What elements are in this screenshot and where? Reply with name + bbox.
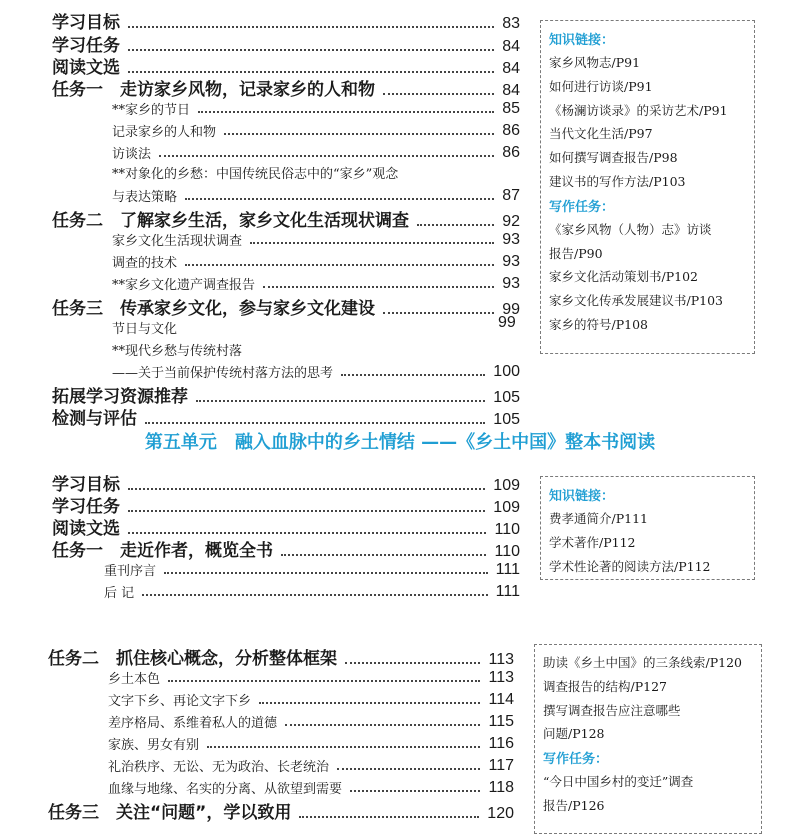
toc-entry[interactable] bbox=[108, 756, 514, 775]
toc-entry-title: 后 记 bbox=[104, 586, 135, 601]
toc-entry[interactable] bbox=[112, 121, 520, 140]
dot-leader bbox=[341, 374, 485, 376]
toc-entry-title: 重刊序言 bbox=[104, 564, 157, 579]
toc-page-number: 86 bbox=[502, 122, 520, 139]
toc-entry[interactable] bbox=[48, 798, 514, 823]
box-link-item[interactable]: 学术性论著的阅读方法/P112 bbox=[549, 558, 711, 574]
box-link-item[interactable]: 费孝通简介/P111 bbox=[549, 511, 648, 526]
dot-leader bbox=[196, 400, 485, 402]
toc-page-number: 109 bbox=[493, 499, 520, 516]
dot-leader bbox=[285, 724, 480, 726]
toc-entry[interactable] bbox=[108, 778, 514, 797]
toc-entry-title: 家族、男女有别 bbox=[108, 738, 200, 753]
toc-page-number: 117 bbox=[488, 757, 514, 774]
toc-entry-title: 任务一 走访家乡风物，记录家乡的人和物 bbox=[52, 80, 375, 100]
knowledge-link-box bbox=[540, 20, 755, 354]
toc-page-number: 93 bbox=[502, 275, 520, 292]
toc-page-number: 84 bbox=[502, 82, 520, 99]
toc-entry-title[interactable]: **现代乡愁与传统村落 bbox=[112, 344, 243, 359]
box-link-item[interactable]: 报告/P126 bbox=[543, 797, 605, 813]
dot-leader bbox=[164, 572, 488, 574]
toc-entry[interactable] bbox=[52, 536, 520, 561]
toc-entry-title: **家乡文化遗产调查报告 bbox=[112, 278, 256, 293]
toc-entry-title: 学习目标 bbox=[52, 475, 120, 495]
toc-entry[interactable] bbox=[52, 8, 520, 33]
dot-leader bbox=[168, 680, 480, 682]
box-link-item[interactable]: 《家乡风物（人物）志》访谈 bbox=[549, 221, 712, 237]
toc-page-number: 115 bbox=[488, 713, 514, 730]
toc-entry-title: 乡土本色 bbox=[108, 672, 161, 687]
dot-leader bbox=[207, 746, 480, 748]
dot-leader bbox=[145, 422, 485, 424]
box-link-item[interactable]: 调查报告的结构/P127 bbox=[543, 678, 667, 694]
toc-page-number: 110 bbox=[494, 521, 520, 538]
toc-page-number: 111 bbox=[495, 561, 520, 578]
dot-leader bbox=[345, 662, 480, 664]
toc-entry-title: ——关于当前保护传统村落方法的思考 bbox=[112, 366, 334, 381]
dot-leader bbox=[198, 111, 494, 113]
toc-page-number: 109 bbox=[493, 477, 520, 494]
toc-entry-title[interactable]: **对象化的乡愁：中国传统民俗志中的“家乡”观念 bbox=[112, 167, 399, 182]
toc-entry-title: 文字下乡、再论文字下乡 bbox=[108, 694, 252, 709]
box-link-item[interactable]: 助读《乡土中国》的三条线索/P120 bbox=[543, 655, 742, 670]
dot-leader bbox=[142, 594, 488, 596]
toc-page-number: 83 bbox=[502, 15, 520, 32]
box-link-item[interactable]: 家乡文化活动策划书/P102 bbox=[549, 269, 698, 285]
box-link-item[interactable]: “今日中国乡村的变迁”调查 bbox=[543, 774, 694, 790]
toc-entry[interactable] bbox=[52, 294, 520, 319]
toc-entry[interactable] bbox=[48, 644, 514, 669]
dot-leader bbox=[128, 510, 485, 512]
toc-entry[interactable] bbox=[52, 206, 520, 231]
knowledge-link-box bbox=[540, 476, 755, 580]
dot-leader bbox=[383, 312, 494, 314]
dot-leader bbox=[128, 532, 486, 534]
toc-page-number: 84 bbox=[502, 60, 520, 77]
dot-leader bbox=[263, 286, 494, 288]
box-link-item[interactable]: 学术著作/P112 bbox=[549, 534, 636, 550]
toc-entry-title: 任务一 走近作者，概览全书 bbox=[52, 541, 273, 561]
toc-page-number: 113 bbox=[488, 651, 514, 668]
toc-page-number: 100 bbox=[493, 363, 520, 380]
toc-entry[interactable] bbox=[112, 186, 520, 205]
dot-leader bbox=[185, 198, 494, 200]
toc-entry[interactable] bbox=[112, 362, 520, 381]
dot-leader bbox=[350, 790, 480, 792]
toc-entry[interactable] bbox=[108, 690, 514, 709]
toc-entry-title: 血缘与地缘、名实的分离、从欲望到需要 bbox=[108, 782, 343, 797]
toc-page-number: 86 bbox=[502, 144, 520, 161]
toc-entry[interactable] bbox=[112, 143, 520, 162]
toc-page-number: 84 bbox=[502, 38, 520, 55]
box-link-item[interactable]: 报告/P90 bbox=[549, 245, 603, 261]
toc-page-number: 116 bbox=[488, 735, 514, 752]
toc-page-number: 87 bbox=[502, 187, 520, 204]
toc-entry[interactable] bbox=[112, 99, 520, 118]
toc-entry[interactable] bbox=[52, 404, 520, 429]
toc-page-number: 105 bbox=[493, 389, 520, 406]
toc-entry-title: 阅读文选 bbox=[52, 519, 120, 539]
toc-entry[interactable] bbox=[52, 75, 520, 100]
toc-page-number: 93 bbox=[502, 231, 520, 248]
toc-entry-title[interactable]: 节日与文化 bbox=[112, 322, 178, 337]
toc-page-number: 118 bbox=[488, 779, 514, 796]
dot-leader bbox=[185, 264, 494, 266]
dot-leader bbox=[128, 49, 494, 51]
box-link-item[interactable]: 建议书的写作方法/P103 bbox=[549, 173, 686, 189]
toc-entry-title: 家乡文化生活现状调查 bbox=[112, 234, 243, 249]
toc-entry-title: 礼治秩序、无讼、无为政治、长老统治 bbox=[108, 760, 330, 775]
toc-entry[interactable] bbox=[112, 252, 520, 271]
toc-entry-title: 检测与评估 bbox=[52, 409, 137, 429]
toc-page-number: 92 bbox=[502, 213, 520, 230]
dot-leader bbox=[128, 71, 494, 73]
toc-page-number: 110 bbox=[494, 543, 520, 560]
toc-page-number: 105 bbox=[493, 411, 520, 428]
toc-page-number: 93 bbox=[502, 253, 520, 270]
toc-entry-title: 任务二 抓住核心概念，分析整体框架 bbox=[48, 649, 337, 669]
dot-leader bbox=[250, 242, 494, 244]
toc-entry[interactable] bbox=[112, 230, 520, 249]
toc-entry[interactable] bbox=[112, 274, 520, 293]
dot-leader bbox=[128, 488, 485, 490]
toc-page-number: 114 bbox=[488, 691, 514, 708]
box-link-item[interactable]: 如何撰写调查报告/P98 bbox=[549, 150, 678, 166]
dot-leader bbox=[417, 224, 494, 226]
toc-entry-title: 拓展学习资源推荐 bbox=[52, 387, 188, 407]
box-link-item[interactable]: 撰写调查报告应注意哪些 bbox=[543, 702, 681, 718]
toc-entry-title: 任务三 关注“问题”，学以致用 bbox=[48, 803, 292, 823]
box-link-item[interactable]: 家乡风物志/P91 bbox=[549, 55, 641, 70]
toc-page-number: 120 bbox=[487, 805, 514, 822]
toc-entry-title: 学习任务 bbox=[52, 36, 120, 56]
toc-entry[interactable] bbox=[108, 668, 514, 687]
box-link-item[interactable]: 《杨澜访谈录》的采访艺术/P91 bbox=[549, 102, 728, 118]
toc-entry-title: 学习目标 bbox=[52, 13, 120, 33]
box-link-item[interactable]: 家乡文化传承发展建议书/P103 bbox=[549, 293, 723, 309]
box-link-item[interactable]: 如何进行访谈/P91 bbox=[549, 78, 653, 94]
dot-leader bbox=[259, 702, 480, 704]
toc-page-number: 99 bbox=[502, 301, 520, 318]
toc-page-number: 99 bbox=[498, 314, 516, 331]
toc-entry-title: 访谈法 bbox=[112, 147, 152, 162]
toc-entry-title: **家乡的节日 bbox=[112, 103, 191, 118]
box-heading: 写作任务： bbox=[543, 752, 609, 768]
toc-entry[interactable] bbox=[108, 734, 514, 753]
dot-leader bbox=[224, 133, 494, 135]
box-heading: 写作任务： bbox=[549, 199, 615, 215]
toc-entry-title: 任务三 传承家乡文化，参与家乡文化建设 bbox=[52, 299, 375, 319]
toc-entry[interactable] bbox=[108, 712, 514, 731]
knowledge-link-box bbox=[534, 644, 762, 834]
dot-leader bbox=[128, 26, 494, 28]
toc-entry-title: 学习任务 bbox=[52, 497, 120, 517]
box-heading: 知识链接： bbox=[549, 489, 615, 504]
toc-entry-title: 任务二 了解家乡生活，家乡文化生活现状调查 bbox=[52, 211, 409, 231]
toc-page-number: 85 bbox=[502, 100, 520, 117]
toc-page-number: 113 bbox=[488, 669, 514, 686]
box-link-item[interactable]: 问题/P128 bbox=[543, 726, 605, 742]
toc-entry-title: 与表达策略 bbox=[112, 190, 178, 205]
dot-leader bbox=[159, 155, 494, 157]
toc-entry-title: 调查的技术 bbox=[112, 256, 178, 271]
dot-leader bbox=[337, 768, 480, 770]
box-heading: 知识链接： bbox=[549, 33, 615, 48]
toc-entry-title: 差序格局、系维着私人的道德 bbox=[108, 716, 278, 731]
dot-leader bbox=[383, 93, 494, 95]
toc-entry[interactable] bbox=[104, 582, 520, 601]
toc-entry-title: 阅读文选 bbox=[52, 58, 120, 78]
box-link-item[interactable]: 家乡的符号/P108 bbox=[549, 316, 648, 332]
toc-entry-title: 记录家乡的人和物 bbox=[112, 125, 217, 140]
box-link-item[interactable]: 当代文化生活/P97 bbox=[549, 126, 653, 142]
toc-page-number: 111 bbox=[495, 583, 520, 600]
toc-entry[interactable] bbox=[104, 560, 520, 579]
dot-leader bbox=[281, 554, 486, 556]
unit-title: 第五单元 融入血脉中的乡土情结 ——《乡土中国》整本书阅读 bbox=[144, 432, 656, 453]
